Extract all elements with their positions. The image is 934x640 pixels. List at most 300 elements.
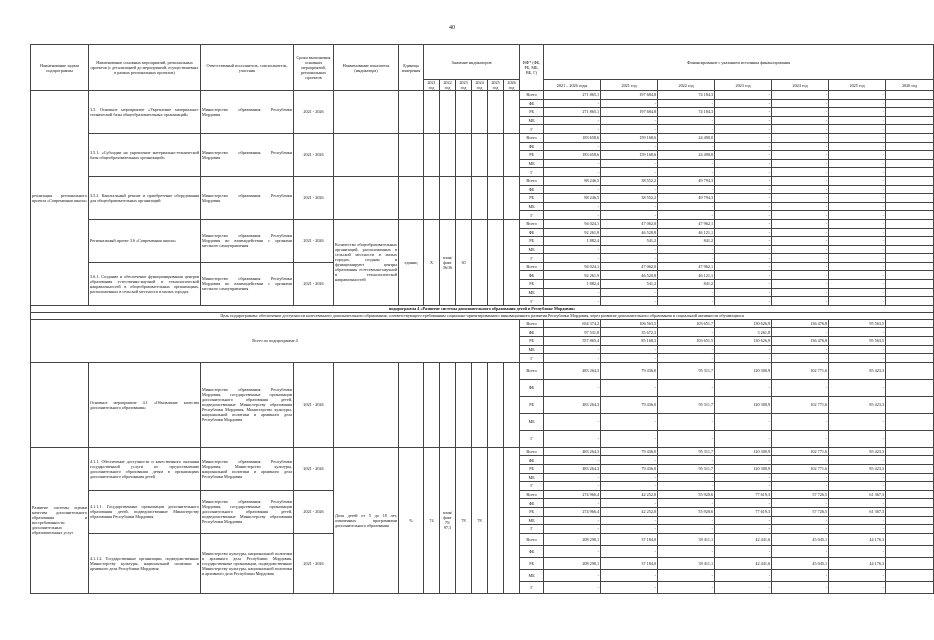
- finance-value-cell: [886, 202, 934, 211]
- indicator-cell: [334, 91, 399, 134]
- total-label: Всего по подпрограмме 4: [31, 319, 520, 362]
- finance-value-cell: 92 261,9: [544, 271, 601, 280]
- header-measures: Наименование основных мероприятий, региональных проектов (с детализацией до мероприятий, осуществляемых в рамках региональных проектов): [89, 45, 201, 91]
- finance-value-cell: 79 436,0: [601, 396, 658, 413]
- indicator-cell: [334, 176, 399, 219]
- finance-value-cell: [886, 297, 934, 306]
- finance-value-cell: 102 771,6: [772, 362, 829, 379]
- finance-value-cell: -: [715, 413, 772, 430]
- finance-value-cell: -: [715, 288, 772, 297]
- header-indicator-year: 2026 год: [504, 80, 520, 91]
- finance-value-cell: -: [715, 499, 772, 508]
- finance-value-cell: -: [658, 116, 715, 125]
- finance-value-cell: [886, 525, 934, 534]
- finance-value-cell: 1 882,4: [544, 280, 601, 289]
- finance-value-cell: -: [829, 185, 886, 194]
- finance-value-cell: -: [544, 288, 601, 297]
- source-cell: ФБ: [520, 228, 544, 237]
- source-cell: МБ: [520, 245, 544, 254]
- measure-cell: 3.5.1. «Субсидии на укрепление материально-технической базы общеобразовательных организаций»: [89, 133, 201, 176]
- source-cell: Всего: [520, 133, 544, 142]
- finance-value-cell: -: [715, 545, 772, 557]
- period-cell: 2021 - 2026: [294, 262, 334, 305]
- source-cell: Всего: [520, 447, 544, 456]
- finance-value-cell: 102 771,6: [772, 396, 829, 413]
- finance-value-cell: 483 264,3: [544, 465, 601, 474]
- finance-value-cell: 42 252,0: [601, 490, 658, 499]
- indicator-value-cell: [472, 219, 488, 305]
- indicator-value-cell: план/ факт 36/36: [440, 219, 456, 305]
- finance-value-cell: 106 563,5: [601, 319, 658, 328]
- finance-value-cell: 541,2: [601, 280, 658, 289]
- indicator-value-cell: [424, 91, 440, 134]
- indicator-value-cell: [504, 362, 520, 447]
- finance-value-cell: -: [715, 116, 772, 125]
- source-cell: ФБ: [520, 271, 544, 280]
- finance-value-cell: -: [772, 262, 829, 271]
- finance-value-cell: 47 062,0: [601, 262, 658, 271]
- finance-value-cell: -: [658, 581, 715, 593]
- finance-value-cell: 74 184,3: [658, 91, 715, 100]
- finance-value-cell: -: [772, 379, 829, 396]
- finance-value-cell: 47 962,1: [658, 219, 715, 228]
- finance-value-cell: -: [715, 354, 772, 363]
- finance-value-cell: 47 062,0: [601, 219, 658, 228]
- finance-value-cell: -: [658, 159, 715, 168]
- finance-value-cell: 49 794,3: [658, 194, 715, 203]
- finance-value-cell: -: [829, 254, 886, 263]
- finance-value-cell: 45 045,1: [772, 533, 829, 545]
- finance-value-cell: [886, 557, 934, 569]
- finance-value-cell: 24 490,0: [658, 133, 715, 142]
- source-cell: РБ: [520, 337, 544, 346]
- finance-value-cell: 92 261,9: [544, 228, 601, 237]
- finance-value-cell: -: [544, 516, 601, 525]
- finance-value-cell: -: [715, 228, 772, 237]
- finance-value-cell: [886, 465, 934, 474]
- finance-value-cell: -: [715, 345, 772, 354]
- finance-value-cell: 44 176,3: [829, 557, 886, 569]
- responsible-cell: Министерство образования Республики Мордовия, государственные организации дополнительного образования детей, подведомственные Министерству образования Республики Мордовия, Министерство культуры, национальной политики и архивного дела Республики Мордовия: [201, 362, 294, 447]
- finance-value-cell: 274 966,4: [544, 507, 601, 516]
- finance-value-cell: -: [658, 545, 715, 557]
- finance-value-cell: -: [601, 99, 658, 108]
- finance-value-cell: 24 490,0: [658, 151, 715, 160]
- finance-value-cell: -: [772, 116, 829, 125]
- finance-value-cell: -: [715, 194, 772, 203]
- finance-value-cell: -: [601, 525, 658, 534]
- finance-value-cell: 95 311,7: [658, 396, 715, 413]
- indicator-value-cell: [424, 362, 440, 447]
- finance-value-cell: [886, 345, 934, 354]
- finance-value-cell: 77 619,3: [715, 490, 772, 499]
- finance-value-cell: 208 298,1: [544, 557, 601, 569]
- finance-value-cell: -: [715, 219, 772, 228]
- finance-value-cell: -: [544, 202, 601, 211]
- finance-value-cell: 102 771,6: [772, 447, 829, 456]
- source-cell: ФБ: [520, 379, 544, 396]
- finance-value-cell: -: [772, 176, 829, 185]
- finance-value-cell: 120 300,9: [715, 362, 772, 379]
- finance-value-cell: 103 651,5: [658, 337, 715, 346]
- finance-value-cell: 841,2: [658, 280, 715, 289]
- finance-value-cell: -: [601, 545, 658, 557]
- finance-value-cell: [886, 116, 934, 125]
- finance-value-cell: -: [829, 108, 886, 117]
- indicator-value-cell: [456, 133, 472, 176]
- finance-value-cell: -: [544, 245, 601, 254]
- finance-value-cell: -: [829, 280, 886, 289]
- finance-value-cell: 77 619,3: [715, 507, 772, 516]
- finance-value-cell: -: [772, 345, 829, 354]
- finance-value-cell: -: [829, 99, 886, 108]
- source-cell: ФБ: [520, 99, 544, 108]
- finance-value-cell: -: [829, 430, 886, 447]
- finance-value-cell: -: [829, 525, 886, 534]
- finance-value-cell: -: [829, 545, 886, 557]
- finance-value-cell: 49 794,3: [658, 176, 715, 185]
- finance-value-cell: [886, 499, 934, 508]
- finance-value-cell: -: [715, 569, 772, 581]
- measure-cell: 3.5.2. Капитальный ремонт и приобретение оборудования для общеобразовательных организаций: [89, 176, 201, 219]
- source-cell: РБ: [520, 237, 544, 246]
- finance-value-cell: 557 865,4: [544, 337, 601, 346]
- table-row: [31, 219, 934, 228]
- finance-value-cell: -: [829, 219, 886, 228]
- source-cell: РБ: [520, 151, 544, 160]
- indicator-value-cell: [440, 91, 456, 134]
- indicator-value-cell: [440, 176, 456, 219]
- finance-value-cell: -: [772, 228, 829, 237]
- finance-value-cell: 37 184,0: [601, 557, 658, 569]
- finance-value-cell: -: [772, 108, 829, 117]
- source-cell: Г: [520, 125, 544, 134]
- source-cell: Г: [520, 482, 544, 491]
- indicator-value-cell: [504, 91, 520, 134]
- finance-value-cell: -: [772, 133, 829, 142]
- finance-value-cell: -: [829, 516, 886, 525]
- source-cell: Г: [520, 211, 544, 220]
- finance-value-cell: -: [829, 125, 886, 134]
- finance-value-cell: -: [772, 142, 829, 151]
- header-finance-year: 2021 – 2026 годы: [544, 80, 601, 91]
- finance-value-cell: [886, 254, 934, 263]
- finance-value-cell: -: [715, 254, 772, 263]
- finance-value-cell: [886, 379, 934, 396]
- responsible-cell: Министерство образования Республики Мордовия: [201, 91, 294, 134]
- program-table: [30, 44, 934, 594]
- source-cell: Всего: [520, 176, 544, 185]
- finance-value-cell: -: [829, 116, 886, 125]
- finance-value-cell: 45 045,1: [772, 557, 829, 569]
- finance-value-cell: -: [772, 288, 829, 297]
- indicator-value-cell: [456, 362, 472, 447]
- finance-value-cell: 120 300,9: [715, 465, 772, 474]
- finance-value-cell: -: [772, 473, 829, 482]
- finance-value-cell: -: [601, 499, 658, 508]
- header-source: ИФ* (ФБ, РБ, МБ, ВБ, Г): [520, 45, 544, 91]
- finance-value-cell: -: [544, 185, 601, 194]
- finance-value-cell: 97 531,8: [544, 328, 601, 337]
- finance-value-cell: -: [772, 297, 829, 306]
- finance-value-cell: -: [772, 125, 829, 134]
- finance-value-cell: 55 920,6: [658, 490, 715, 499]
- finance-value-cell: -: [772, 211, 829, 220]
- total-row: [31, 319, 934, 328]
- indicator-cell: [334, 362, 399, 447]
- source-cell: МБ: [520, 288, 544, 297]
- finance-value-cell: 85 423,3: [829, 362, 886, 379]
- finance-value-cell: -: [829, 354, 886, 363]
- header-values: Значение индикаторов: [424, 45, 520, 80]
- finance-value-cell: -: [658, 473, 715, 482]
- finance-value-cell: -: [544, 456, 601, 465]
- finance-value-cell: -: [715, 237, 772, 246]
- finance-value-cell: -: [601, 159, 658, 168]
- finance-value-cell: 47 962,1: [658, 262, 715, 271]
- finance-value-cell: 88 246,5: [544, 194, 601, 203]
- period-cell: 2021 - 2026: [294, 533, 334, 593]
- source-cell: ФБ: [520, 499, 544, 508]
- finance-value-cell: -: [601, 581, 658, 593]
- finance-value-cell: [886, 219, 934, 228]
- header-finance-year: 2024 год: [772, 80, 829, 91]
- source-cell: МБ: [520, 413, 544, 430]
- finance-value-cell: -: [715, 262, 772, 271]
- unit-cell: [399, 133, 424, 176]
- finance-value-cell: 102 771,6: [772, 465, 829, 474]
- indicator-value-cell: [488, 362, 504, 447]
- finance-value-cell: -: [715, 280, 772, 289]
- finance-value-cell: -: [829, 245, 886, 254]
- finance-value-cell: -: [715, 159, 772, 168]
- finance-value-cell: [886, 280, 934, 289]
- finance-value-cell: -: [601, 430, 658, 447]
- finance-value-cell: -: [601, 202, 658, 211]
- finance-value-cell: [886, 354, 934, 363]
- finance-value-cell: -: [658, 482, 715, 491]
- header-indicator-year: 2024 год: [472, 80, 488, 91]
- finance-value-cell: -: [772, 430, 829, 447]
- finance-value-cell: 841,2: [658, 237, 715, 246]
- finance-value-cell: -: [544, 581, 601, 593]
- header-indicator-year: 2022 год: [440, 80, 456, 91]
- finance-value-cell: [886, 447, 934, 456]
- source-cell: МБ: [520, 202, 544, 211]
- section-row: [31, 305, 934, 312]
- table-row: [31, 362, 934, 379]
- source-cell: Всего: [520, 91, 544, 100]
- finance-value-cell: [886, 545, 934, 557]
- finance-value-cell: -: [772, 280, 829, 289]
- indicator-value-cell: [472, 91, 488, 134]
- finance-value-cell: 94 024,1: [544, 262, 601, 271]
- finance-value-cell: -: [772, 245, 829, 254]
- finance-value-cell: -: [544, 354, 601, 363]
- finance-value-cell: -: [544, 159, 601, 168]
- finance-value-cell: 55 920,6: [658, 507, 715, 516]
- section-title: подпрограмма 4 «Развитие системы дополнительного образования детей в Республике Мордовия»: [31, 305, 934, 312]
- finance-value-cell: 39 411,1: [658, 557, 715, 569]
- period-cell: 2021 - 2026: [294, 176, 334, 219]
- finance-value-cell: -: [829, 91, 886, 100]
- finance-value-cell: -: [658, 297, 715, 306]
- indicator-value-cell: [440, 362, 456, 447]
- finance-value-cell: -: [715, 202, 772, 211]
- finance-value-cell: 120 300,9: [715, 447, 772, 456]
- finance-value-cell: -: [544, 125, 601, 134]
- indicator-value-cell: [504, 447, 520, 593]
- finance-value-cell: 483 264,3: [544, 362, 601, 379]
- period-cell: 2021 - 2026: [294, 133, 334, 176]
- finance-value-cell: -: [715, 473, 772, 482]
- period-cell: 2021 - 2026: [294, 362, 334, 447]
- indicator-cell: [334, 133, 399, 176]
- finance-value-cell: -: [544, 545, 601, 557]
- finance-value-cell: -: [544, 254, 601, 263]
- finance-value-cell: -: [601, 473, 658, 482]
- source-cell: ФБ: [520, 142, 544, 151]
- source-cell: РБ: [520, 194, 544, 203]
- source-cell: РБ: [520, 465, 544, 474]
- source-cell: Всего: [520, 490, 544, 499]
- finance-value-cell: [886, 569, 934, 581]
- finance-value-cell: -: [658, 430, 715, 447]
- measure-cell: Региональный проект 3.6 «Современная школа»: [89, 219, 201, 262]
- indicator-value-cell: 78: [472, 447, 488, 593]
- finance-value-cell: 483 264,3: [544, 447, 601, 456]
- finance-value-cell: -: [715, 516, 772, 525]
- finance-value-cell: 271 865,1: [544, 91, 601, 100]
- finance-value-cell: [886, 91, 934, 100]
- finance-value-cell: -: [715, 271, 772, 280]
- indicator-value-cell: [440, 133, 456, 176]
- finance-value-cell: [886, 168, 934, 177]
- finance-value-cell: -: [601, 482, 658, 491]
- finance-value-cell: 120 300,9: [715, 396, 772, 413]
- finance-value-cell: -: [601, 354, 658, 363]
- finance-value-cell: -: [544, 345, 601, 354]
- finance-value-cell: 94 024,1: [544, 219, 601, 228]
- source-cell: ФБ: [520, 185, 544, 194]
- finance-value-cell: -: [829, 297, 886, 306]
- finance-value-cell: -: [715, 99, 772, 108]
- finance-value-cell: -: [658, 99, 715, 108]
- finance-value-cell: -: [715, 91, 772, 100]
- finance-value-cell: -: [658, 202, 715, 211]
- finance-value-cell: [886, 125, 934, 134]
- source-cell: МБ: [520, 159, 544, 168]
- finance-value-cell: -: [715, 430, 772, 447]
- indicator-value-cell: [504, 219, 520, 305]
- finance-value-cell: -: [829, 271, 886, 280]
- finance-value-cell: -: [715, 297, 772, 306]
- finance-value-cell: 46 121,1: [658, 228, 715, 237]
- finance-value-cell: -: [658, 354, 715, 363]
- finance-value-cell: -: [772, 525, 829, 534]
- finance-value-cell: -: [829, 142, 886, 151]
- finance-value-cell: 46 520,8: [601, 271, 658, 280]
- finance-value-cell: -: [715, 108, 772, 117]
- header-responsible: Ответственный исполнитель, соисполнитель, участник: [201, 45, 294, 91]
- header-indicator-year: 2021 год: [424, 80, 440, 91]
- finance-value-cell: -: [772, 271, 829, 280]
- finance-value-cell: 95 311,7: [658, 362, 715, 379]
- finance-value-cell: -: [715, 211, 772, 220]
- source-cell: МБ: [520, 345, 544, 354]
- finance-value-cell: -: [829, 456, 886, 465]
- finance-value-cell: [886, 185, 934, 194]
- finance-value-cell: -: [658, 516, 715, 525]
- finance-value-cell: -: [829, 202, 886, 211]
- indicator-cell: Количество общеобразовательных организаций, расположенных в сельской местности и малых городах, созданы и функционируют центры образования естественно-научной и технологической направленностей: [334, 219, 399, 305]
- finance-value-cell: 1 882,4: [544, 237, 601, 246]
- finance-value-cell: -: [772, 328, 829, 337]
- finance-value-cell: -: [658, 569, 715, 581]
- finance-value-cell: -: [829, 159, 886, 168]
- finance-value-cell: [886, 228, 934, 237]
- finance-value-cell: [886, 288, 934, 297]
- finance-value-cell: -: [601, 297, 658, 306]
- indicator-value-cell: 74: [424, 447, 440, 593]
- finance-value-cell: -: [658, 142, 715, 151]
- finance-value-cell: [886, 413, 934, 430]
- finance-value-cell: 57 726,5: [772, 507, 829, 516]
- finance-value-cell: -: [658, 254, 715, 263]
- source-cell: РБ: [520, 108, 544, 117]
- finance-value-cell: -: [601, 254, 658, 263]
- finance-value-cell: -: [772, 254, 829, 263]
- finance-value-cell: -: [715, 185, 772, 194]
- finance-value-cell: -: [658, 245, 715, 254]
- source-cell: Г: [520, 525, 544, 534]
- finance-value-cell: [886, 396, 934, 413]
- source-cell: Г: [520, 297, 544, 306]
- finance-value-cell: -: [715, 142, 772, 151]
- finance-value-cell: 79 436,0: [601, 447, 658, 456]
- finance-value-cell: -: [772, 413, 829, 430]
- header-finance-year: 2023 год: [715, 80, 772, 91]
- source-cell: Г: [520, 254, 544, 263]
- finance-value-cell: [886, 151, 934, 160]
- finance-value-cell: -: [658, 456, 715, 465]
- source-cell: МБ: [520, 473, 544, 482]
- finance-value-cell: -: [829, 413, 886, 430]
- measure-cell: 3.5. Основное мероприятие «Укрепление материально-технической базы общеобразовательных организаций»: [89, 91, 201, 134]
- indicator-value-cell: Х: [424, 219, 440, 305]
- source-cell: Г: [520, 430, 544, 447]
- header-indicator-year: 2023 год: [456, 80, 472, 91]
- source-cell: МБ: [520, 116, 544, 125]
- finance-value-cell: 38 552,2: [601, 194, 658, 203]
- finance-value-cell: -: [772, 581, 829, 593]
- finance-value-cell: -: [601, 245, 658, 254]
- table-row: [31, 133, 934, 142]
- finance-value-cell: -: [658, 379, 715, 396]
- finance-value-cell: [886, 362, 934, 379]
- finance-value-cell: 95 311,7: [658, 447, 715, 456]
- indicator-value-cell: 30: [456, 219, 472, 305]
- unit-cell: %: [399, 447, 424, 593]
- finance-value-cell: [886, 211, 934, 220]
- measure-cell: 4.1.1.2. Государственные организации, подведомственные Министерству культуры, национальной политики и архивного дела Республики Мордовия: [89, 533, 201, 593]
- finance-value-cell: -: [772, 91, 829, 100]
- finance-value-cell: -: [772, 482, 829, 491]
- finance-value-cell: 654 374,2: [544, 319, 601, 328]
- finance-value-cell: [886, 237, 934, 246]
- finance-value-cell: -: [658, 185, 715, 194]
- indicator-value-cell: 78: [456, 447, 472, 593]
